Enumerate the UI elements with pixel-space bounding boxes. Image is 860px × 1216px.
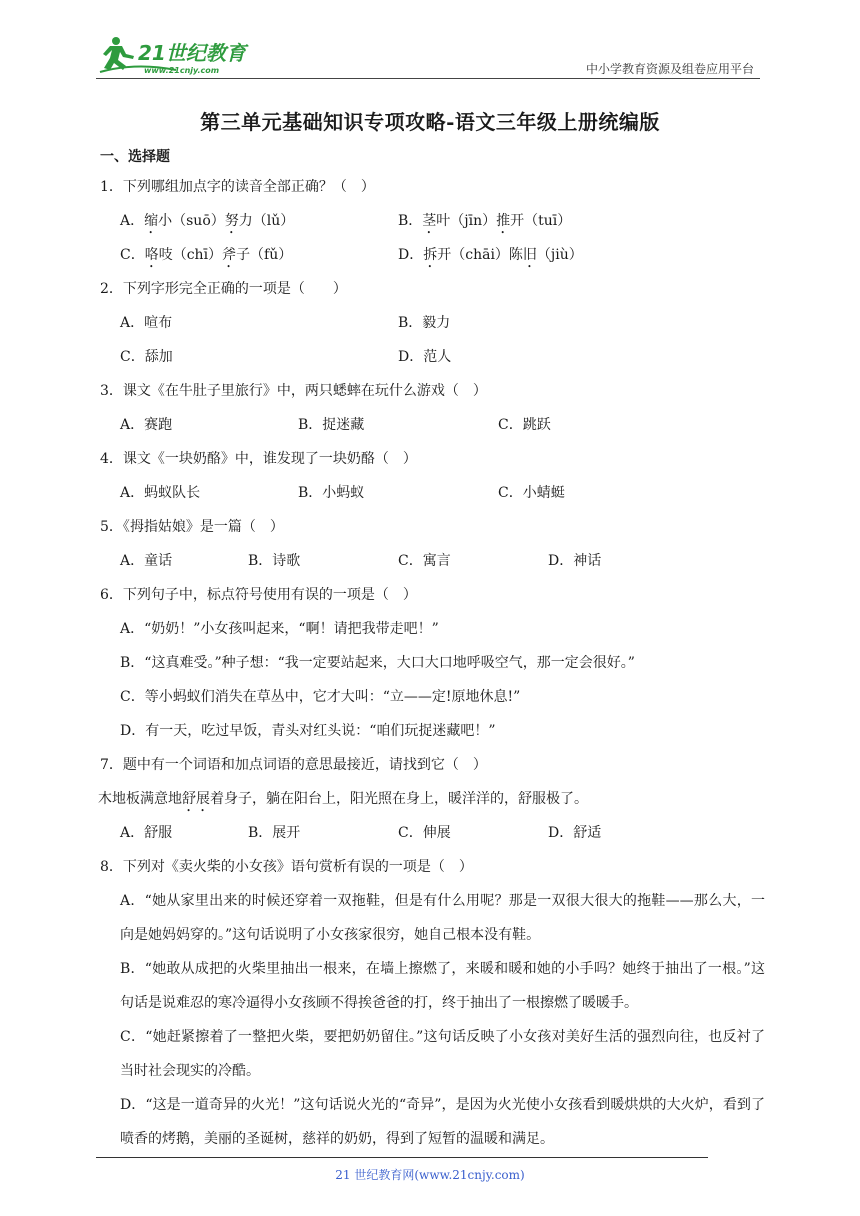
question-4-options xyxy=(100,476,765,510)
question-2-options-row1 xyxy=(100,306,765,340)
question-8-stem: 8．下列对《卖火柴的小女孩》语句赏析有误的一项是（ ） xyxy=(100,859,473,875)
question-3-option-a[interactable]: A．赛跑 xyxy=(120,417,173,433)
question-3-options xyxy=(100,408,765,442)
site-logo xyxy=(96,32,266,78)
question-7-options xyxy=(100,816,765,850)
section-heading: 一、选择题 xyxy=(100,149,170,165)
question-7-sentence: 木地板满意地舒展着身子，躺在阳台上，阳光照在身上，暖洋洋的，舒服极了。 xyxy=(98,791,588,807)
platform-name: 中小学教育资源及组卷应用平台 xyxy=(585,62,754,76)
question-1-option-c[interactable]: C．咯吱（chī）斧子（fǔ） xyxy=(120,247,293,263)
question-6-option-a[interactable]: A．“奶奶！”小女孩叫起来，“啊！请把我带走吧！” xyxy=(120,621,439,637)
question-2-option-a[interactable]: A．喧布 xyxy=(120,315,173,331)
question-5-stem: 5．《拇指姑娘》是一篇（ ） xyxy=(100,519,284,535)
question-4-option-a[interactable]: A．蚂蚁队长 xyxy=(120,485,201,501)
question-5-option-b[interactable]: B．诗歌 xyxy=(248,553,301,569)
page-header xyxy=(96,32,760,80)
question-2-option-d[interactable]: D．范人 xyxy=(398,349,452,365)
question-7-option-b[interactable]: B．展开 xyxy=(248,825,301,841)
question-4-stem: 4．课文《一块奶酪》中，谁发现了一块奶酪（ ） xyxy=(100,451,417,467)
question-1-option-a[interactable]: A．缩小（suō）努力（lǔ） xyxy=(120,213,295,229)
question-2-stem: 2．下列字形完全正确的一项是（ ） xyxy=(100,281,347,297)
footer-text: 21 世纪教育网(www.21cnjy.com) xyxy=(335,1168,525,1182)
question-4-option-b[interactable]: B．小蚂蚁 xyxy=(298,485,365,501)
question-7-option-c[interactable]: C．伸展 xyxy=(398,825,451,841)
question-8-option-a[interactable]: A．“她从家里出来的时候还穿着一双拖鞋，但是有什么用呢？那是一双很大很大的拖鞋——那么大，一向是她妈妈穿的。”这句话说明了小女孩家很穷，她自己根本没有鞋。 xyxy=(120,893,765,943)
question-2-option-b[interactable]: B．毅力 xyxy=(398,315,451,331)
question-5-option-a[interactable]: A．童话 xyxy=(120,553,173,569)
page-title: 第三单元基础知识专项攻略-语文三年级上册统编版 xyxy=(200,110,660,134)
question-1-stem: 1．下列哪组加点字的读音全部正确？（ ） xyxy=(100,179,375,195)
header-divider xyxy=(96,78,760,79)
question-1-option-b[interactable]: B．茎叶（jīn）推开（tuī） xyxy=(398,213,572,229)
question-6-option-c[interactable]: C．等小蚂蚁们消失在草丛中，它才大叫：“立——定!原地休息!” xyxy=(120,689,521,705)
question-list xyxy=(100,170,765,1156)
question-3-stem: 3．课文《在牛肚子里旅行》中，两只蟋蟀在玩什么游戏（ ） xyxy=(100,383,487,399)
question-7-option-d[interactable]: D．舒适 xyxy=(548,825,602,841)
question-8-option-b[interactable]: B．“她敢从成把的火柴里抽出一根来，在墙上擦燃了，来暖和暖和她的小手吗？她终于抽出了一根。”这句话是说难忍的寒冷逼得小女孩顾不得挨爸爸的打，终于抽出了一根擦燃了暖暖手。 xyxy=(120,961,765,1011)
question-8-option-d[interactable]: D．“这是一道奇异的火光！”这句话说火光的“奇异”，是因为火光使小女孩看到暖烘烘的大火炉，看到了喷香的烤鹅，美丽的圣诞树，慈祥的奶奶，得到了短暂的温暖和满足。 xyxy=(120,1097,765,1147)
question-2-options-row2 xyxy=(100,340,765,374)
question-8-option-c[interactable]: C．“她赶紧擦着了一整把火柴，要把奶奶留住。”这句话反映了小女孩对美好生活的强烈向往，也反衬了当时社会现实的冷酷。 xyxy=(120,1029,765,1079)
question-7-dotted-word: 舒展 xyxy=(182,791,210,807)
svg-text:www.21cnjy.com: www.21cnjy.com xyxy=(144,66,220,75)
question-5-option-c[interactable]: C．寓言 xyxy=(398,553,451,569)
question-3-option-c[interactable]: C．跳跃 xyxy=(498,417,551,433)
question-4-option-c[interactable]: C．小蜻蜓 xyxy=(498,485,565,501)
question-3-option-b[interactable]: B．捉迷藏 xyxy=(298,417,365,433)
question-6-option-d[interactable]: D．有一天，吃过早饭，青头对红头说：“咱们玩捉迷藏吧！” xyxy=(120,723,496,739)
question-1-options-row2 xyxy=(100,238,765,272)
question-6-option-b[interactable]: B．“这真难受。”种子想：“我一定要站起来，大口大口地呼吸空气，那一定会很好。” xyxy=(120,655,635,671)
question-1-options-row1 xyxy=(100,204,765,238)
question-5-option-d[interactable]: D．神话 xyxy=(548,553,602,569)
question-7-option-a[interactable]: A．舒服 xyxy=(120,825,173,841)
footer-divider xyxy=(96,1157,708,1158)
question-6-stem: 6．下列句子中，标点符号使用有误的一项是（ ） xyxy=(100,587,417,603)
question-1-option-d[interactable]: D．拆开（chāi）陈旧（jiù） xyxy=(398,247,583,263)
question-7-stem: 7．题中有一个词语和加点词语的意思最接近，请找到它（ ） xyxy=(100,757,487,773)
question-5-options xyxy=(100,544,765,578)
question-2-option-c[interactable]: C．舔加 xyxy=(120,349,173,365)
svg-text:21世纪教育: 21世纪教育 xyxy=(138,41,246,65)
